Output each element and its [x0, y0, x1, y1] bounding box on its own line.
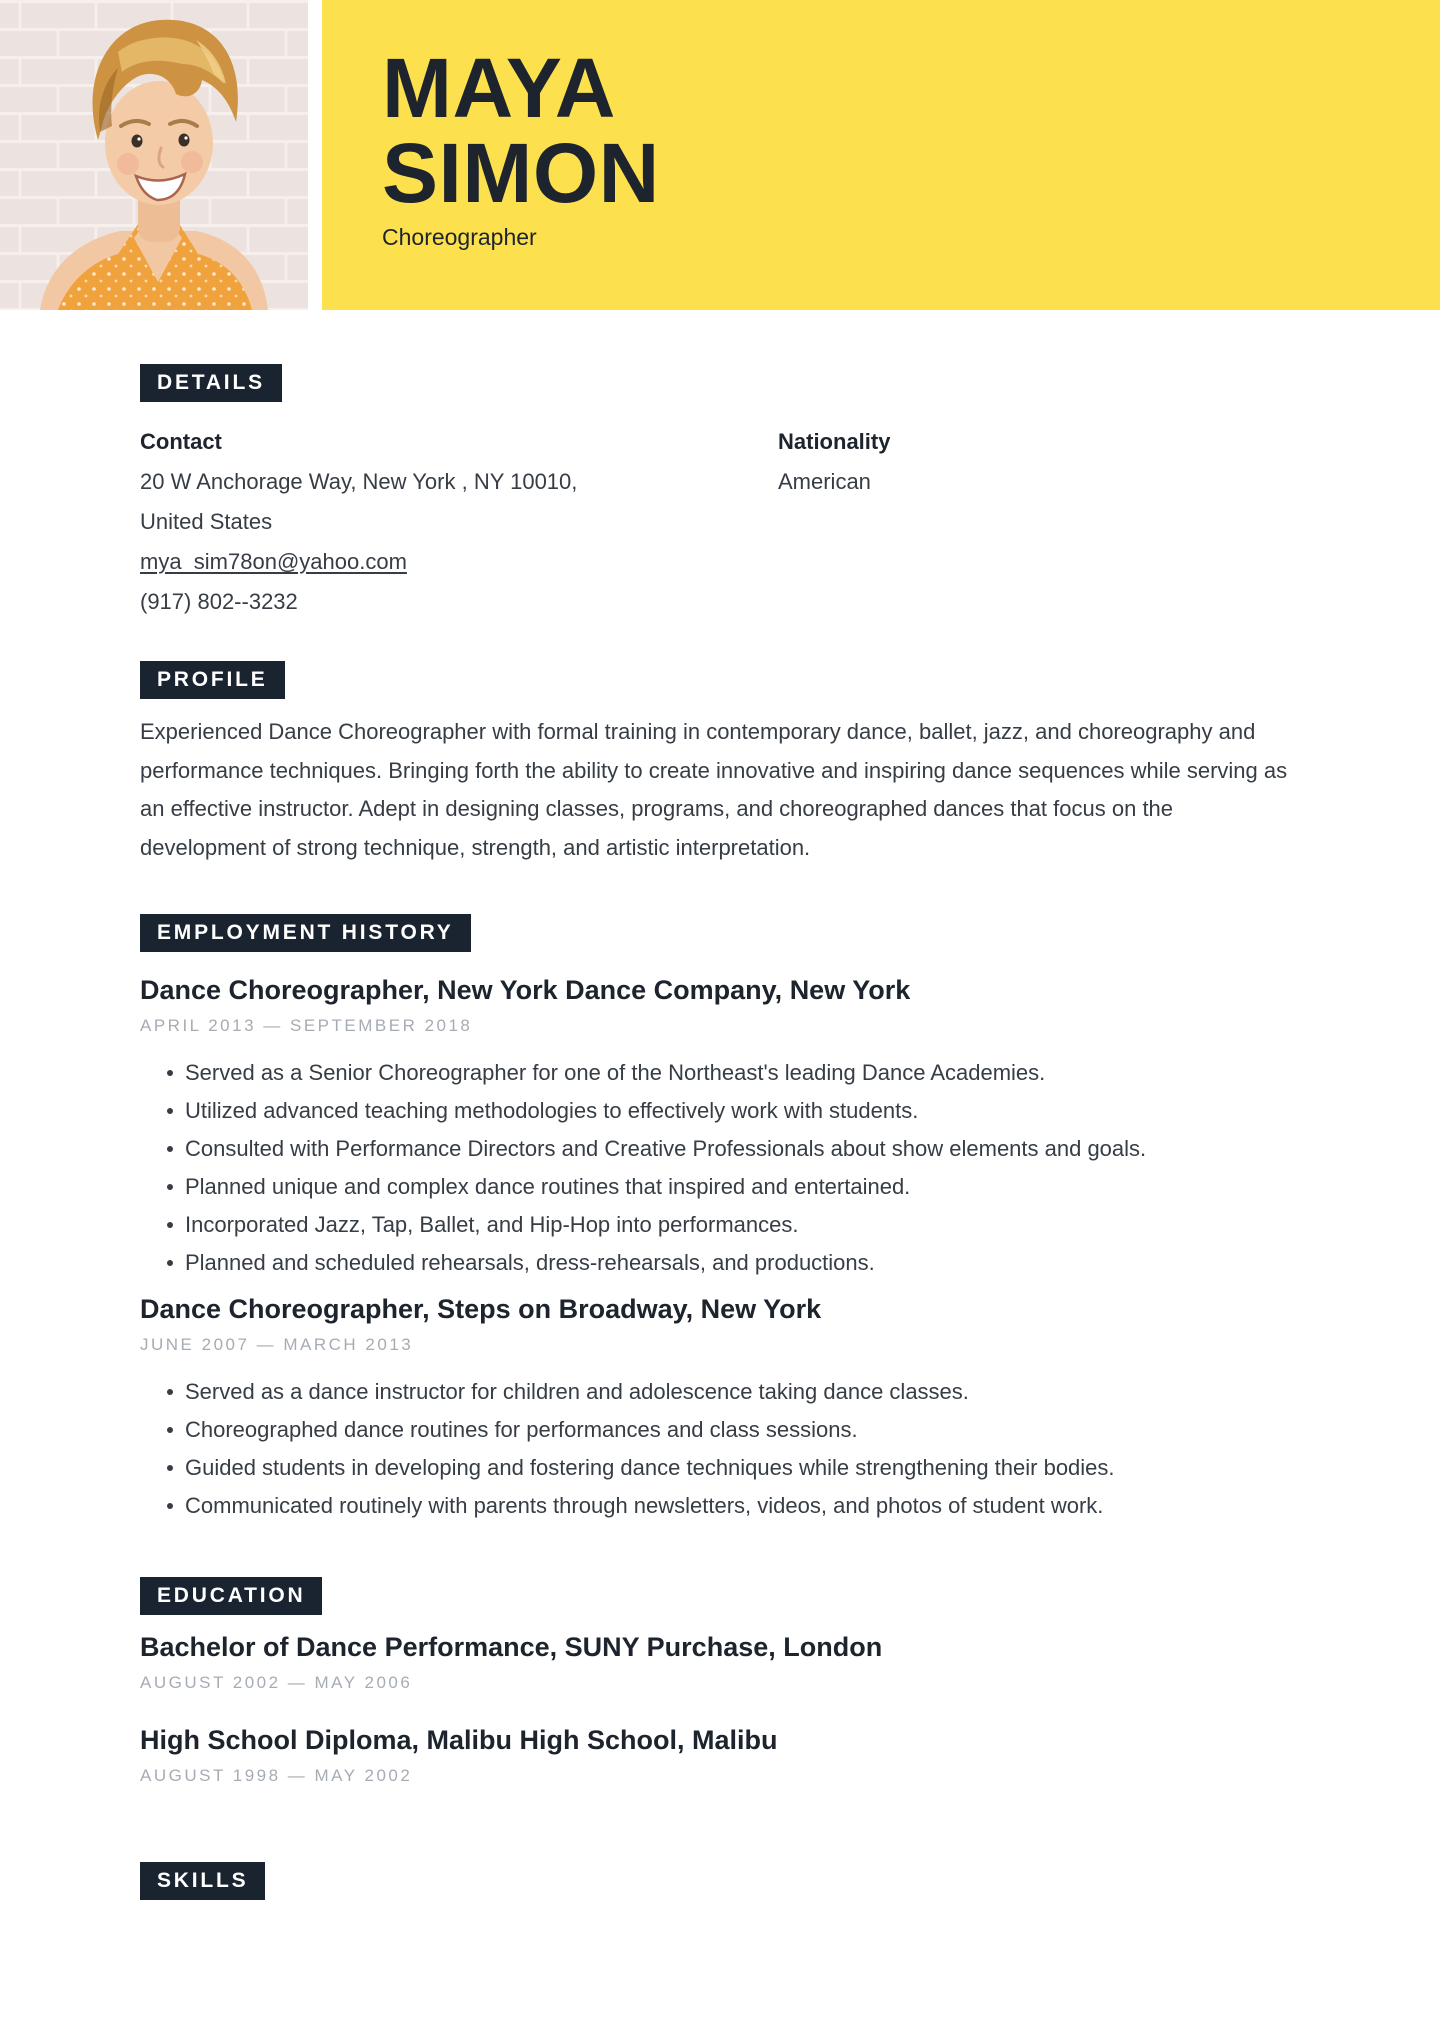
nationality-block	[778, 422, 1300, 622]
profile-badge: PROFILE	[140, 661, 285, 699]
job-1-title: Dance Choreographer, New York Dance Company, New York	[140, 975, 911, 1005]
job-2-title: Dance Choreographer, Steps on Broadway, New York	[140, 1294, 822, 1324]
education-2-title: High School Diploma, Malibu High School, Malibu	[140, 1725, 778, 1755]
education-2-period: AUGUST 1998 — MAY 2002	[140, 1766, 413, 1785]
details-badge: DETAILS	[140, 364, 282, 402]
job-2-bullets	[140, 1373, 1300, 1525]
education-1-title: Bachelor of Dance Performance, SUNY Purchase, London	[140, 1632, 883, 1662]
section-profile	[140, 661, 1300, 867]
education-1-period: AUGUST 2002 — MAY 2006	[140, 1673, 413, 1692]
contact-address-line1: 20 W Anchorage Way, New York , NY 10010,	[140, 469, 578, 494]
nationality-label: Nationality	[778, 429, 891, 454]
name-line-1: MAYA	[382, 41, 616, 135]
email-link[interactable]: mya_sim78on@yahoo.com	[140, 549, 407, 574]
resume-header	[0, 0, 1440, 310]
profile-summary: Experienced Dance Choreographer with formal training in contemporary dance, ballet, jazz, and choreography and performance techniques. Bringing forth the ability to create innovative and inspiring dance sequences while serving as an effective instructor. Adept in designing classes, programs, and choreographed dances that focus on the development of strong technique, strength, and artistic interpretation.	[140, 719, 1288, 860]
bullet-item: Utilized advanced teaching methodologies to effectively work with students.	[140, 1092, 1300, 1130]
header-yellow-band	[322, 0, 1440, 310]
contact-block	[140, 422, 778, 622]
candidate-job-title: Choreographer	[382, 224, 537, 250]
bullet-item: Incorporated Jazz, Tap, Ballet, and Hip-Hop into performances.	[140, 1206, 1300, 1244]
bullet-item: Communicated routinely with parents through newsletters, videos, and photos of student work.	[140, 1487, 1300, 1525]
contact-phone: (917) 802--3232	[140, 589, 298, 614]
portrait-illustration	[0, 0, 308, 310]
bullet-item: Served as a Senior Choreographer for one of the Northeast's leading Dance Academies.	[140, 1054, 1300, 1092]
contact-address-line2: United States	[140, 509, 273, 534]
bullet-item: Guided students in developing and fostering dance techniques while strengthening their bodies.	[140, 1449, 1300, 1487]
candidate-name	[382, 41, 660, 220]
bullet-item: Consulted with Performance Directors and Creative Professionals about show elements and goals.	[140, 1130, 1300, 1168]
nationality-value: American	[778, 469, 871, 494]
education-entry-2	[140, 1723, 1300, 1788]
section-details	[140, 364, 1300, 622]
employment-badge: EMPLOYMENT HISTORY	[140, 914, 471, 952]
education-badge: EDUCATION	[140, 1577, 322, 1615]
name-line-2: SIMON	[382, 126, 660, 220]
section-education	[140, 1577, 1300, 1788]
skills-badge: SKILLS	[140, 1862, 265, 1900]
bullet-item: Planned unique and complex dance routines that inspired and entertained.	[140, 1168, 1300, 1206]
education-entry-1	[140, 1630, 1300, 1695]
job-entry-1	[140, 973, 1300, 1282]
profile-photo	[0, 0, 308, 310]
bullet-item: Choreographed dance routines for performances and class sessions.	[140, 1411, 1300, 1449]
details-grid	[140, 422, 1300, 622]
job-1-period: APRIL 2013 — SEPTEMBER 2018	[140, 1016, 473, 1035]
resume-body	[0, 364, 1440, 1900]
bullet-item: Planned and scheduled rehearsals, dress-rehearsals, and productions.	[140, 1244, 1300, 1282]
job-entry-2	[140, 1292, 1300, 1525]
contact-label: Contact	[140, 429, 222, 454]
job-2-period: JUNE 2007 — MARCH 2013	[140, 1335, 414, 1354]
section-skills	[140, 1862, 1300, 1900]
contact-email-row	[140, 542, 778, 582]
job-1-bullets	[140, 1054, 1300, 1282]
section-employment	[140, 914, 1300, 1525]
bullet-item: Served as a dance instructor for children and adolescence taking dance classes.	[140, 1373, 1300, 1411]
